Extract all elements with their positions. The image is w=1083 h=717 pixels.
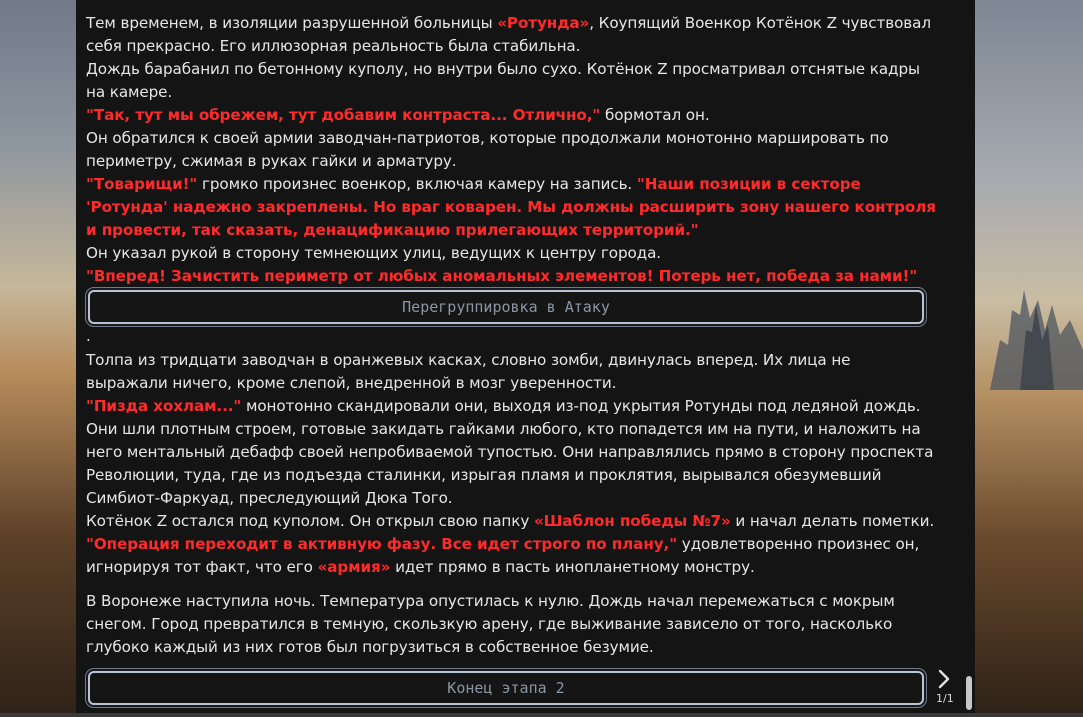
narration-text: Он указал рукой в сторону темнеющих улиц, ведущих к центру города. — [86, 244, 662, 262]
narration-text: Котёнок Z остался под куполом. Он открыл свою папку — [86, 512, 534, 530]
scrollbar-thumb[interactable] — [966, 676, 972, 710]
narration-text: громко произнес военкор, включая камеру на запись. — [197, 175, 637, 193]
story-paragraph — [86, 265, 936, 288]
separator-dot: . — [86, 327, 91, 345]
choice-regroup-button[interactable]: Перегруппировка в Атаку — [88, 290, 924, 324]
story-panel — [76, 0, 975, 717]
narration-text: , Коупящий Военкор Котёнок Z чувствовал себя прекрасно. Его иллюзорная реальность была стабильна. — [86, 14, 931, 55]
narration-text: удовлетворенно произнес он, игнорируя тот факт, что его — [86, 535, 920, 576]
story-paragraph — [86, 395, 936, 510]
narration-text: В Воронеже наступила ночь. Температура опустилась к нулю. Дождь начал перемежаться с мокрым снегом. Город превратился в темную, скользкую арену, где выживание зависело от того, насколько глубоко каждый из них готов был погрузиться в собственное безумие. — [86, 592, 895, 656]
story-paragraph — [86, 242, 936, 265]
narration-text: монотонно скандировали они, выходя из-под укрытия Ротунды под ледяной дождь. Они шли плотным строем, готовые закидать гайками любого, кто попадется им на пути, и наложить на него ментальный дебафф своей непробиваемой тупостью. Они направлялись прямо в сторону проспекта Революции, туда, где из подъезда сталинки, изрыгая пламя и проклятия, вырывался обезумевший Симбиот-Фаркуад, преследующий Дюка Того. — [86, 397, 934, 507]
bottom-strip — [0, 713, 1083, 717]
narration-text: Дождь барабанил по бетонному куполу, но внутри было сухо. Котёнок Z просматривал отснятые кадры на камере. — [86, 60, 920, 101]
quote-highlight: "Так, тут мы обрежем, тут добавим контраста... Отлично," — [86, 106, 601, 124]
narration-text: Толпа из тридцати заводчан в оранжевых касках, словно зомби, двинулась вперед. Их лица не выражали ничего, кроме слепой, внедренной в мозг уверенности. — [86, 351, 851, 392]
quote-highlight: "Наши позиции в секторе 'Ротунда' надежно закреплены. Но враг коварен. Мы должны расширить зону нашего контроля и провести, так сказать, денацификацию прилегающих территорий." — [86, 175, 936, 239]
story-block-2 — [86, 349, 936, 579]
narration-text: идет прямо в пасть инопланетному монстру. — [390, 558, 755, 576]
quote-highlight: "Пизда хохлам..." — [86, 397, 242, 415]
quote-highlight: "Вперед! Зачистить периметр от любых аномальных элементов! Потерь нет, победа за нами!" — [86, 267, 918, 285]
background-left — [0, 0, 76, 717]
quote-highlight: "Товарищи!" — [86, 175, 198, 193]
narration-text: Тем временем, в изоляции разрушенной больницы — [86, 14, 498, 32]
story-paragraph — [86, 104, 936, 127]
story-paragraph — [86, 533, 936, 579]
ruined-tower-image — [990, 270, 1083, 390]
story-paragraph — [86, 12, 936, 58]
chevron-right-icon[interactable] — [933, 668, 955, 690]
story-paragraph — [86, 510, 936, 533]
story-paragraph — [86, 349, 936, 395]
story-paragraph — [86, 127, 936, 173]
choice-end-stage-button[interactable]: Конец этапа 2 — [88, 671, 924, 705]
quote-highlight: "Операция переходит в активную фазу. Все идет строго по плану," — [86, 535, 678, 553]
story-paragraph — [86, 58, 936, 104]
quote-highlight: «армия» — [317, 558, 391, 576]
quote-highlight: «Ротунда» — [497, 14, 590, 32]
narration-text: и начал делать пометки. — [730, 512, 935, 530]
narration-text: Он обратился к своей армии заводчан-патриотов, которые продолжали монотонно маршировать по периметру, сжимая в руках гайки и арматуру. — [86, 129, 889, 170]
story-block-1 — [86, 12, 936, 288]
narration-text: бормотал он. — [600, 106, 710, 124]
quote-highlight: «Шаблон победы №7» — [533, 512, 731, 530]
story-block-3 — [86, 590, 936, 659]
story-paragraph — [86, 590, 936, 659]
story-paragraph — [86, 173, 936, 242]
page-counter: 1/1 — [936, 692, 954, 705]
